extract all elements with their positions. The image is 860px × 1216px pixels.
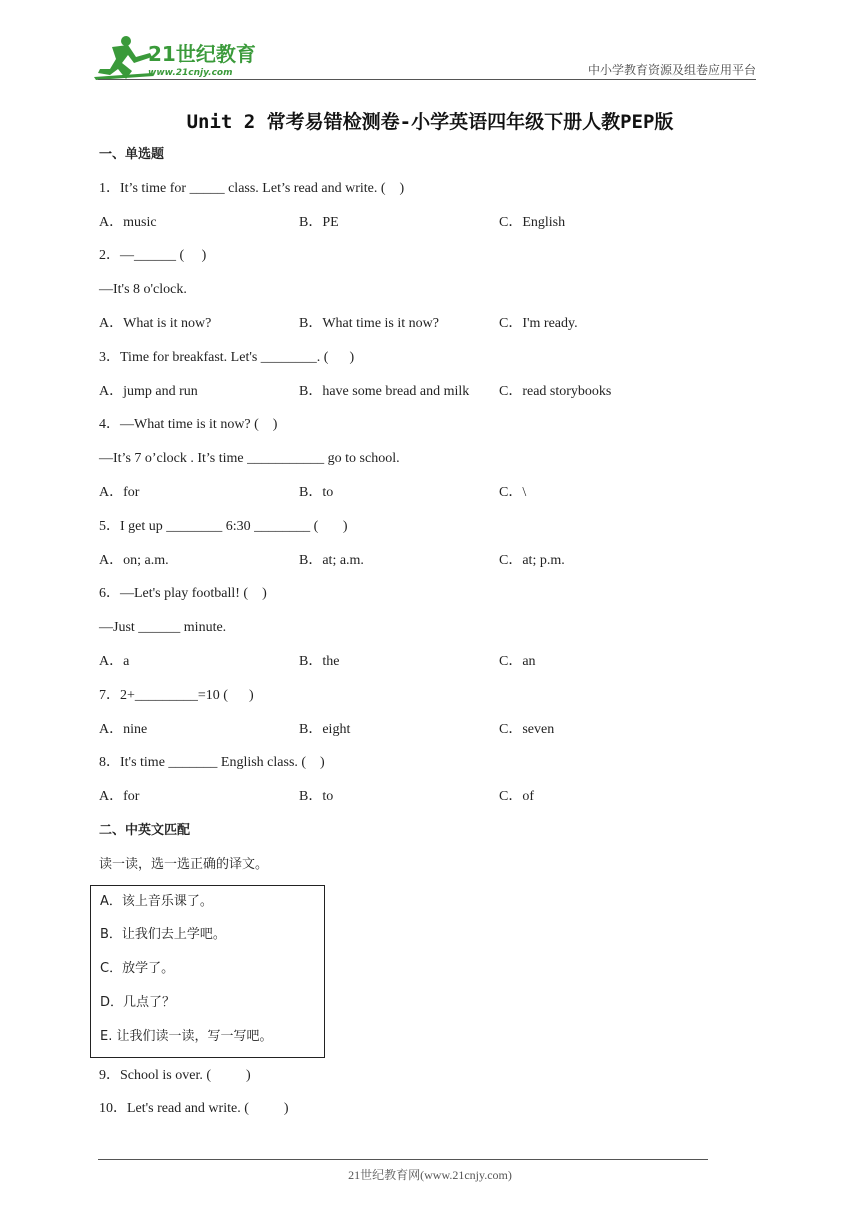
page-title: Unit 2 常考易错检测卷-小学英语四年级下册人教PEP版: [186, 111, 674, 133]
question-dialogue-line: —It’s 7 o’clock . It’s time ___________ go to school.: [99, 451, 400, 467]
answer-option: C．English: [499, 214, 566, 230]
question-stem: 5．I get up ________ 6:30 ________ ( ): [99, 518, 348, 534]
section-heading-matching: 二、中英文匹配: [99, 822, 191, 838]
box-item: D．几点了？: [100, 994, 176, 1010]
answer-option: C．read storybooks: [499, 383, 612, 399]
box-item: A．该上音乐课了。: [100, 893, 213, 909]
answer-option: A．nine: [99, 721, 148, 737]
answer-option: B．What time is it now?: [299, 315, 439, 331]
footer-text: 21世纪教育网(www.21cnjy.com): [348, 1168, 512, 1182]
logo-url: www.21cnjy.com: [148, 68, 233, 78]
option-row: [99, 716, 759, 750]
answer-option: B．PE: [299, 214, 339, 230]
question-stem: 4．—What time is it now? ( ): [99, 417, 278, 433]
answer-option: A．for: [99, 484, 140, 500]
translation-options-box: [90, 885, 325, 1058]
site-logo: [92, 33, 267, 81]
matching-question-9: 9．School is over. ( ): [99, 1067, 251, 1083]
option-row: [99, 310, 759, 344]
exam-content: [99, 141, 759, 1129]
option-row: [99, 547, 759, 581]
logo-text: 21世纪教育: [148, 42, 256, 66]
answer-option: C．at; p.m.: [499, 552, 565, 568]
answer-option: B．the: [299, 653, 340, 669]
answer-option: C．seven: [499, 721, 555, 737]
question-stem: 2．—______ ( ): [99, 248, 207, 264]
answer-option: C．an: [499, 653, 536, 669]
question-dialogue-line: —Just ______ minute.: [99, 620, 227, 636]
answer-option: A．music: [99, 214, 157, 230]
section-heading-single-choice: 一、单选题: [99, 147, 165, 162]
box-item: E. 让我们读一读，写一写吧。: [100, 1028, 273, 1044]
question-stem: 6．—Let's play football! ( ): [99, 586, 267, 602]
question-stem: 7．2+_________=10 ( ): [99, 687, 254, 703]
answer-option: C．I'm ready.: [499, 315, 578, 331]
answer-option: B．to: [299, 789, 334, 805]
option-row: [99, 378, 759, 412]
answer-option: C．\: [499, 484, 527, 500]
option-row: [99, 479, 759, 513]
answer-option: A．a: [99, 653, 130, 669]
answer-option: A．jump and run: [99, 383, 198, 399]
matching-instruction: 读一读，选一选正确的译文。: [99, 856, 269, 872]
option-row: [99, 648, 759, 682]
box-item: B．让我们去上学吧。: [100, 927, 226, 943]
option-row: [99, 783, 759, 817]
answer-option: C．of: [499, 789, 534, 805]
question-stem: 1．It’s time for _____ class. Let’s read and write. ( ): [99, 180, 405, 196]
question-list: [99, 175, 759, 817]
footer-divider: [98, 1159, 708, 1160]
answer-option: B．have some bread and milk: [299, 383, 470, 399]
answer-option: A．on; a.m.: [99, 552, 169, 568]
question-stem: 8．It's time _______ English class. ( ): [99, 755, 325, 771]
header-platform-text: 中小学教育资源及组卷应用平台: [587, 63, 756, 77]
matching-question-10: 10．Let's read and write. ( ): [99, 1101, 289, 1117]
box-item: C．放学了。: [100, 961, 175, 977]
runner-icon: [94, 36, 154, 80]
question-dialogue-line: —It's 8 o'clock.: [99, 282, 187, 298]
option-row: [99, 209, 759, 243]
question-stem: 3．Time for breakfast. Let's ________. ( ): [99, 349, 355, 365]
answer-option: B．eight: [299, 721, 351, 737]
answer-option: B．to: [299, 484, 334, 500]
header-divider: [98, 79, 756, 80]
answer-option: A．for: [99, 789, 140, 805]
answer-option: B．at; a.m.: [299, 552, 364, 568]
answer-option: A．What is it now?: [99, 315, 212, 331]
